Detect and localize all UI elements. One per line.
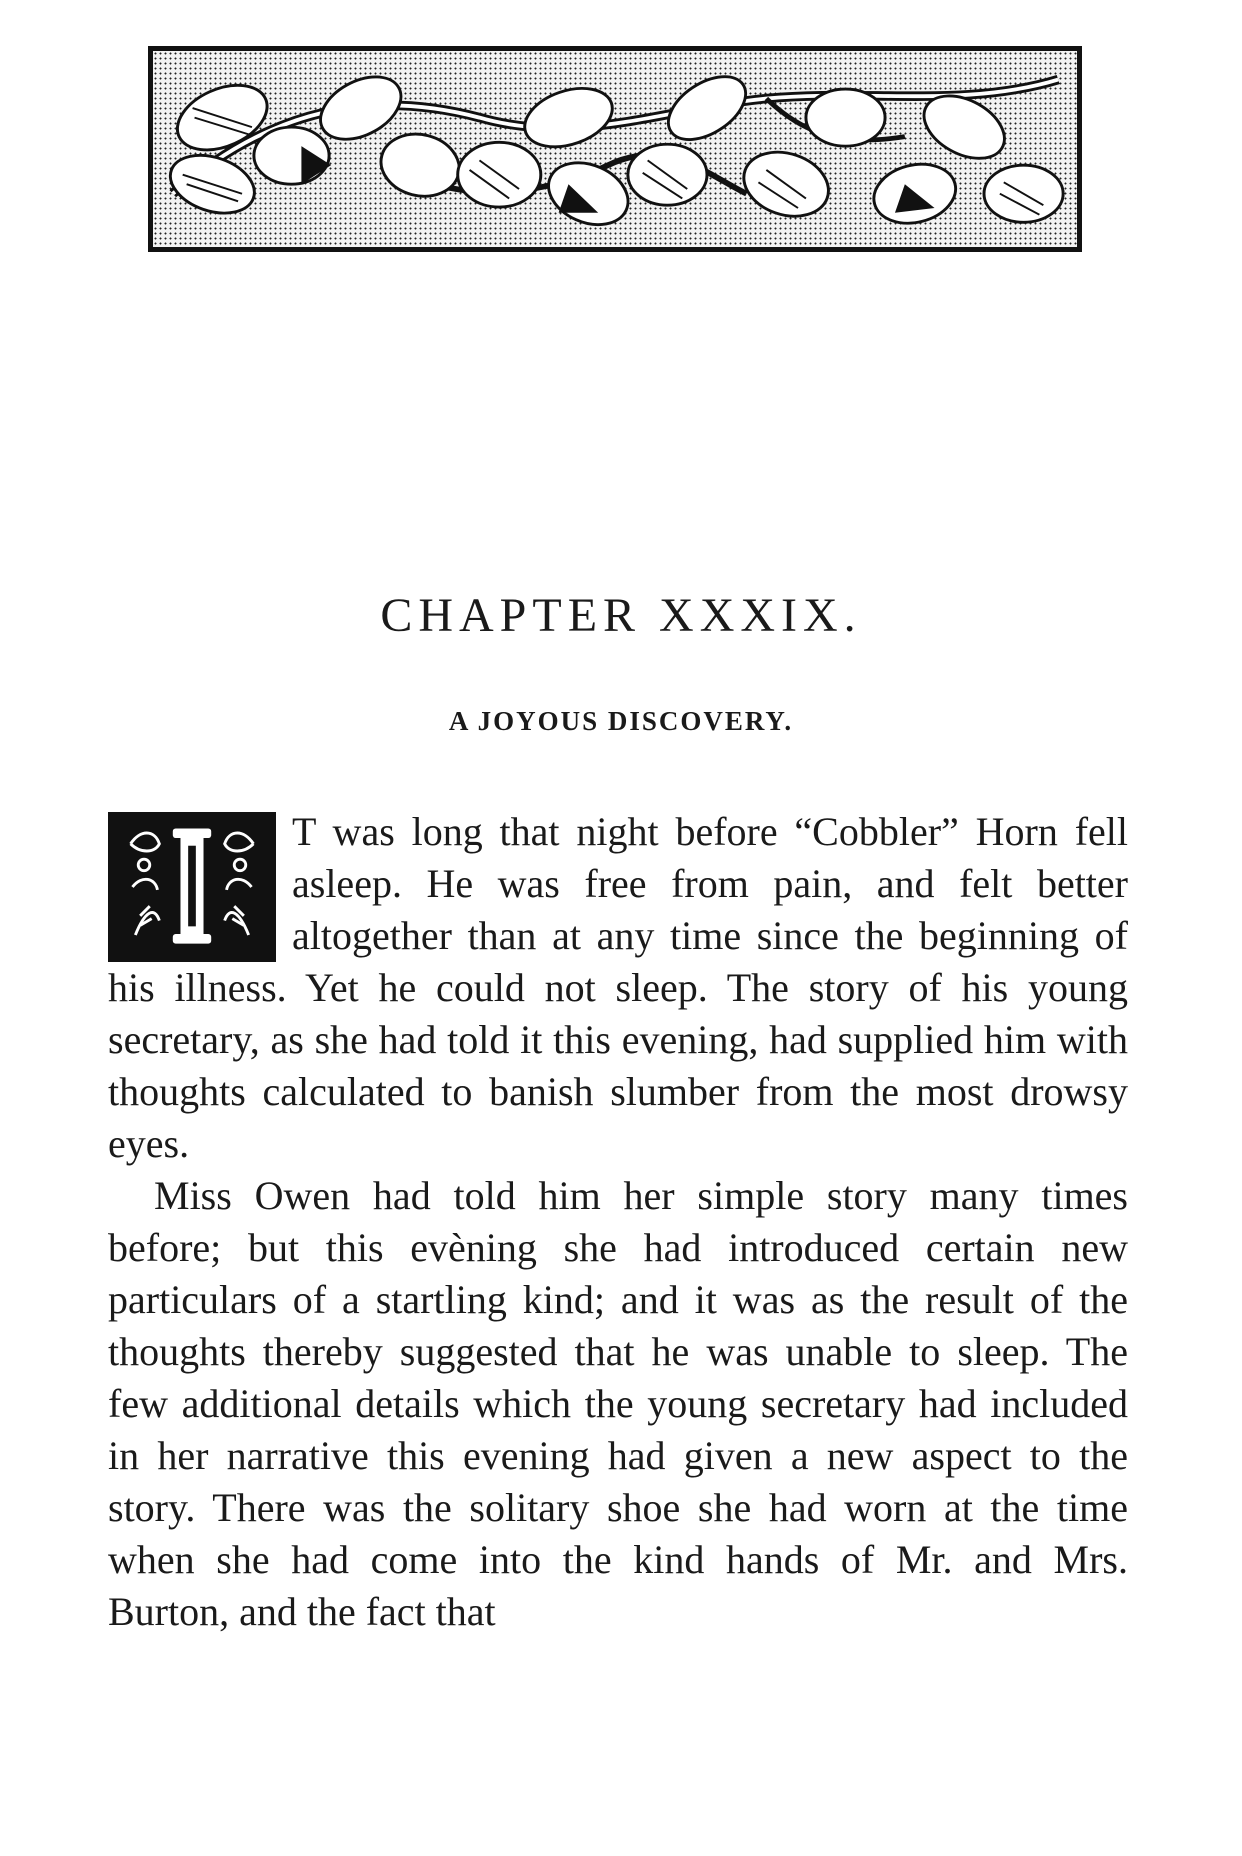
floral-initial-icon: [111, 815, 273, 959]
clover-vine-icon: [153, 51, 1077, 247]
clover-headpiece-ornament: [148, 46, 1082, 252]
paragraph-second: Miss Owen had told him her simple story many times before; but this evèning she had introduced certain new particulars of a startling kind; and it was as the result of the thoughts thereby suggested that he was unable to sleep. The few additional details which the young secretary had included in her narrative this evening had given a new aspect to the story. There was the solitary shoe she had worn at the time when she had come into the kind hands of Mr. and Mrs. Burton, and the fact that: [108, 1173, 1128, 1634]
paragraph-first: T was long that night before “Cobbler” Horn fell asleep. He was free from pain, and felt better altogether than at any time since the beginning of his illness. Yet he could not sleep. The story of his young secretary, as she had told it this evening, had supplied him with thoughts calculated to banish slumber from the most drowsy eyes.: [108, 809, 1128, 1166]
chapter-subtitle: A JOYOUS DISCOVERY.: [448, 706, 794, 736]
chapter-title: CHAPTER XXXIX.: [380, 589, 862, 642]
dropcap-initial: [108, 812, 276, 962]
chapter-body: [108, 806, 1128, 1638]
